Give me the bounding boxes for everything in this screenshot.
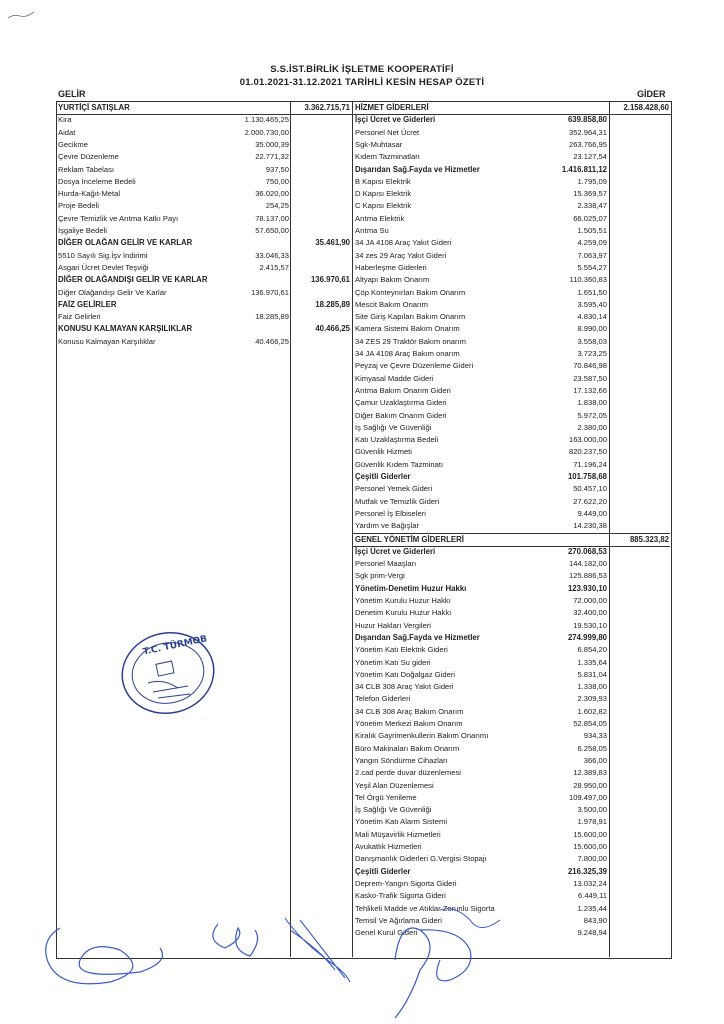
- section-divider: [352, 546, 670, 547]
- expense-row-value: 125.886,53: [568, 571, 607, 581]
- expense-row-value: 274.999,80: [567, 632, 607, 642]
- income-row-label: Faiz Gelirleri: [58, 312, 101, 322]
- income-row-value: 254,25: [265, 201, 289, 211]
- expense-row-value: 934,33: [583, 731, 607, 741]
- expense-row-value: 15.600,00: [573, 829, 607, 839]
- col-divider-1: [290, 101, 291, 957]
- income-row-value: 22.771,32: [255, 152, 289, 162]
- expense-row-value: 52.854,05: [573, 719, 607, 728]
- expense-row-value: 109.497,00: [568, 792, 607, 802]
- expense-row-label: Tel Örgü Yenileme: [355, 792, 417, 802]
- expense-row-label: Yönetim Katı Doğalgaz Gideri: [355, 669, 456, 679]
- document-title: S.S.İST.BİRLİK İŞLETME KOOPERATİFİ: [270, 64, 454, 75]
- expense-row-label: Arıtma Su: [355, 226, 389, 235]
- income-row-value: 136.970,61: [250, 287, 289, 297]
- income-row-value: 40.466,25: [255, 336, 289, 346]
- col-divider-3: [609, 101, 610, 957]
- income-row-label: FAİZ GELİRLER: [58, 299, 117, 309]
- expense-row-label: Denetim Kurulu Huzur Hakkı: [355, 608, 452, 618]
- expense-row-label: Çamur Uzaklaştırma Gideri: [355, 398, 447, 408]
- income-row-value: 36.020,00: [255, 189, 289, 199]
- expense-row-value: 15.600,00: [573, 842, 607, 851]
- expense-row-label: Yönetim-Denetim Huzur Hakkı: [355, 583, 467, 593]
- income-row-label: YURTİÇİ SATIŞLAR: [58, 103, 130, 112]
- expense-row-value: 1.838,00: [577, 398, 607, 408]
- expense-row-value: 6.258,05: [577, 743, 607, 753]
- expense-row-label: Peyzaj ve Çevre Düzenleme Gideri: [355, 361, 474, 371]
- expense-row-label: Personel Maaşları: [355, 559, 417, 569]
- expense-row-label: Dışarıdan Sağ.Fayda ve Hizmetler: [355, 632, 480, 642]
- expense-row-value: 7.800,00: [577, 854, 607, 864]
- expense-row-label: Temsil Ve Ağırlama Gideri: [355, 915, 442, 925]
- expense-row-value: 163.000,00: [568, 435, 607, 445]
- income-row-value: 35.000,39: [255, 139, 289, 149]
- expense-row-value: 1.978,91: [577, 817, 607, 827]
- income-row-label: Asgari Ücret Devlet Teşviği: [58, 262, 149, 272]
- income-row-total: 18.285,89: [315, 299, 350, 309]
- expense-row-value: 9.248,94: [577, 928, 607, 938]
- expense-row-label: Personel Net Ücret: [355, 127, 420, 137]
- expense-row-label: 34 JA 4108 Araç Yakıt Gideri: [355, 238, 452, 248]
- expense-row-label: Dışarıdan Sağ.Fayda ve Hizmetler: [355, 164, 480, 174]
- expense-row-value: 72.000,00: [573, 596, 607, 605]
- expense-row-value: 1.651,50: [577, 287, 607, 297]
- income-row-label: Dosya İnceleme Bedeli: [58, 176, 136, 186]
- expense-row-label: Mali Müşavirlik Hizmetleri: [355, 829, 441, 839]
- expense-row-label: Kamera Sistemi Bakım Onarım: [355, 324, 460, 334]
- expense-row-label: Arıtma Bakım Onarım Gideri: [355, 385, 451, 395]
- expense-row-label: Deprem-Yangın Sigorta Gideri: [355, 878, 457, 888]
- expense-row-value: 820.237,50: [568, 447, 607, 457]
- expense-row-value: 15.369,57: [573, 189, 607, 199]
- expense-row-label: İş Sağlığı Ve Güvenliği: [355, 805, 432, 815]
- expense-row-label: Sgk-Muhtasar: [355, 139, 403, 149]
- income-row-label: Reklam Tabelası: [58, 164, 114, 174]
- expense-row-value: 352.964,31: [568, 127, 607, 137]
- expense-row-label: Danışmanlık Giderleri G.Vergisi Stopajı: [355, 854, 487, 864]
- expense-row-value: 5.831,04: [577, 669, 607, 679]
- expense-row-label: İşçi Ücret ve Giderleri: [355, 115, 436, 125]
- income-row-label: Proje Bedeli: [58, 201, 99, 211]
- document-subtitle: 01.01.2021-31.12.2021 TARİHLİ KESİN HESAP ÖZETİ: [239, 77, 485, 88]
- income-row-value: 2.000.730,00: [244, 127, 289, 137]
- expense-row-label: Çeşitli Giderler: [355, 472, 411, 481]
- income-row-value: 18.285,89: [255, 312, 289, 322]
- expense-row-label: Güvenlik Kıdem Tazminatı: [355, 459, 444, 469]
- expense-row-label: Site Giriş Kapıları Bakım Onarım: [355, 312, 466, 322]
- expense-row-label: 34 JA 4108 Araç Bakım onarım: [355, 349, 460, 358]
- expense-row-value: 3.558,03: [577, 336, 607, 346]
- expense-row-value: 23.127,54: [573, 152, 607, 162]
- income-row-label: Aidat: [58, 127, 76, 137]
- expense-row-label: Yangın Söndürme Cihazları: [355, 755, 448, 765]
- expense-row-label: Haberleşme Giderleri: [355, 262, 427, 272]
- expense-row-label: Büro Makinaları Bakım Onarım: [355, 743, 460, 753]
- expense-row-value: 144.182,00: [568, 559, 607, 569]
- income-row-label: DİĞER OLAĞANDIŞI GELİR VE KARLAR: [58, 275, 208, 285]
- income-row-value: 750,00: [265, 176, 289, 186]
- col-divider-2: [352, 101, 353, 957]
- expense-row-value: 270.068,53: [567, 546, 607, 556]
- expense-row-label: 2.cad perde duvar düzenlemesi: [355, 768, 461, 778]
- expense-row-label: Kiralık Gayrimenkullerin Bakım Onarımı: [355, 731, 489, 741]
- expense-row-label: GENEL YÖNETİM GİDERLERİ: [355, 534, 464, 544]
- expense-row-label: Altyapı Bakım Onarım: [355, 275, 430, 285]
- expense-row-label: Huzur Hakları Vergileri: [355, 620, 431, 630]
- expense-row-label: Avukatlık Hizmetleri: [355, 842, 422, 851]
- income-row-value: 937,50: [265, 164, 289, 174]
- income-row-label: KONUSU KALMAYAN KARŞILIKLAR: [58, 324, 193, 334]
- expense-row-label: Yönetim Kurulu Huzur Hakkı: [355, 596, 451, 605]
- expense-row-value: 71.196,24: [573, 459, 607, 469]
- expense-row-label: Yardım ve Bağışlar: [355, 521, 420, 531]
- income-row-label: Kira: [58, 115, 72, 125]
- income-row-label: Konusu Kalmayan Karşılıklar: [58, 336, 156, 346]
- expense-row-value: 263.766,95: [568, 139, 607, 149]
- income-row-label: Gecikme: [58, 139, 88, 149]
- expense-row-value: 19.530,10: [573, 620, 607, 630]
- expense-row-value: 3.595,40: [577, 299, 607, 309]
- expense-row-label: Katı Uzaklaştırma Bedeli: [355, 435, 439, 445]
- expense-row-total: 2.158.428,60: [623, 103, 669, 112]
- expense-row-label: Mescit Bakım Onarım: [355, 299, 428, 309]
- income-row-total: 40.466,25: [315, 324, 350, 334]
- expense-row-value: 2.380,00: [577, 422, 607, 432]
- expense-row-value: 639.858,80: [567, 115, 607, 125]
- income-row-total: 35.461,90: [315, 238, 350, 248]
- corner-mark-scribble: [4, 4, 44, 24]
- income-row-label: İşgaliye Bedeli: [58, 226, 107, 235]
- income-row-total: 136.970,61: [310, 275, 350, 285]
- income-row-label: Hurda-Kağıt-Metal: [58, 189, 121, 199]
- expense-row-label: Güvenlik Hizmeti: [355, 447, 412, 457]
- expense-row-label: 34 CLB 308 Araç Yakıt Gideri: [355, 682, 454, 692]
- expense-row-value: 3.500,00: [577, 805, 607, 815]
- expense-row-total: 885.323,82: [629, 534, 669, 544]
- expense-row-label: Kıdem Tazminatları: [355, 152, 420, 162]
- expense-row-value: 216.325,39: [567, 866, 607, 876]
- expense-row-label: Çeşitli Giderler: [355, 866, 411, 876]
- signatures: [0, 900, 724, 1024]
- expense-row-value: 3.723,25: [577, 349, 607, 358]
- expense-row-value: 8.990,00: [577, 324, 607, 334]
- income-row-value: 2.415,57: [259, 262, 289, 272]
- stamp-text: T.C. TÜRMOB: [142, 634, 209, 658]
- expense-row-label: Yönetim Merkezi Bakım Onarım: [355, 719, 463, 728]
- expense-row-value: 366,00: [583, 755, 607, 765]
- expense-row-value: 27.622,20: [573, 496, 607, 506]
- expense-row-label: D Kapısı Elektrik: [355, 189, 412, 199]
- expense-row-label: 34 zes 29 Araç Yakıt Gideri: [355, 250, 447, 260]
- expense-row-value: 101.758,68: [567, 472, 607, 481]
- expense-row-value: 28.950,00: [573, 780, 607, 790]
- expense-row-value: 50.457,10: [573, 484, 607, 494]
- expense-row-value: 1.235,44: [577, 903, 607, 913]
- expense-row-value: 2.309,93: [577, 694, 607, 704]
- expense-row-value: 6.449,11: [578, 891, 607, 901]
- expense-row-value: 4.259,09: [577, 238, 607, 248]
- expense-row-value: 1.335,64: [577, 657, 607, 667]
- expense-row-value: 32.400,00: [573, 608, 607, 618]
- income-row-value: 33.046,33: [255, 250, 289, 260]
- expense-row-value: 7.063,97: [577, 250, 607, 260]
- expense-row-label: 34 CLB 308 Araç Bakım Onarım: [355, 706, 464, 716]
- income-row-label: Diğer Olağandışı Gelir Ve Karlar: [58, 287, 167, 297]
- expense-row-value: 12.389,83: [573, 768, 607, 778]
- income-row-value: 57.650,00: [255, 226, 289, 235]
- expense-row-label: Kasko-Trafik Sigorta Gideri: [355, 891, 446, 901]
- expense-row-label: Mutfak ve Temizlik Gideri: [355, 496, 440, 506]
- expense-row-label: Personel İş Elbiseleri: [355, 508, 426, 518]
- expense-row-value: 2.338,47: [577, 201, 607, 211]
- expense-row-label: Kimyasal Madde Gideri: [355, 373, 434, 383]
- expense-row-label: Telefon Giderleri: [355, 694, 411, 704]
- expense-row-label: Diğer Bakım Onarım Gideri: [355, 410, 447, 420]
- income-row-label: 5510 Sayılı Sig.İşv İndirimi: [58, 250, 148, 260]
- income-row-label: DİĞER OLAĞAN GELİR VE KARLAR: [58, 238, 193, 248]
- expense-row-value: 1.338,00: [577, 682, 607, 692]
- expense-row-value: 70.846,98: [573, 361, 607, 371]
- expense-row-label: Arıtma Elektrik: [355, 213, 405, 223]
- expense-row-value: 9.449,00: [577, 508, 607, 518]
- expense-row-value: 1.795,09: [577, 176, 607, 186]
- expense-row-label: B Kapısı Elektrik: [355, 176, 411, 186]
- expense-row-label: Yönetim Katı Alarm Sistemi: [355, 817, 447, 827]
- expense-row-value: 66.025,07: [573, 213, 607, 223]
- expense-row-label: İşçi Ücret ve Giderleri: [355, 546, 436, 556]
- expense-row-value: 14.230,38: [573, 521, 607, 531]
- expense-row-label: Genel Kurul Gideri: [355, 928, 418, 938]
- expense-row-label: C Kapısı Elektrik: [355, 201, 412, 211]
- expense-row-value: 5.554,27: [577, 262, 607, 272]
- expense-row-value: 5.972,05: [577, 410, 607, 420]
- expense-row-value: 4.830,14: [577, 312, 607, 322]
- expense-row-value: 6.854,20: [577, 645, 607, 655]
- expense-row-label: Yönetim Katı Su gideri: [355, 657, 431, 667]
- income-row-label: Çevre Temizlik ve Arıtma Katkı Payı: [58, 213, 179, 223]
- expense-row-label: HİZMET GİDERLERİ: [355, 103, 429, 112]
- expense-row-value: 123.930,10: [567, 583, 607, 593]
- official-stamp: [118, 628, 218, 718]
- expense-row-label: Personel Yemek Gideri: [355, 484, 433, 494]
- income-row-total: 3.362.715,71: [304, 103, 350, 112]
- expense-row-value: 1.505,51: [577, 226, 607, 235]
- expense-row-label: Yeşil Alan Düzenlemesi: [355, 780, 434, 790]
- expense-row-label: Tehlikeli Madde ve Atıklar Zorunlu Sigorta: [355, 903, 495, 913]
- expense-row-value: 110.360,83: [569, 275, 607, 285]
- income-header: GELİR: [58, 89, 86, 99]
- expense-row-label: Çöp Konteynırları Bakım Onarım: [355, 287, 466, 297]
- expense-row-label: İş Sağlığı Ve Güvenliği: [355, 422, 432, 432]
- expense-row-value: 23.587,50: [573, 373, 607, 383]
- income-row-value: 1.130.465,25: [244, 115, 289, 125]
- expense-row-value: 17.132,66: [573, 385, 607, 395]
- expense-row-value: 1.416.811,12: [561, 164, 607, 174]
- expense-row-label: Yönetim Katı Elektrik Gideri: [355, 645, 448, 655]
- income-row-label: Çevre Düzenleme: [58, 152, 119, 162]
- expense-row-value: 1.602,82: [577, 706, 607, 716]
- expense-row-label: Sgk prim-Vergi: [355, 571, 405, 581]
- expense-header: GİDER: [637, 89, 666, 99]
- expense-row-label: 34 ZES 29 Traktör Bakım onarım: [355, 336, 466, 346]
- income-row-value: 78.137,00: [255, 213, 289, 223]
- expense-row-value: 13.032,24: [573, 878, 607, 888]
- expense-row-value: 843,90: [583, 915, 607, 925]
